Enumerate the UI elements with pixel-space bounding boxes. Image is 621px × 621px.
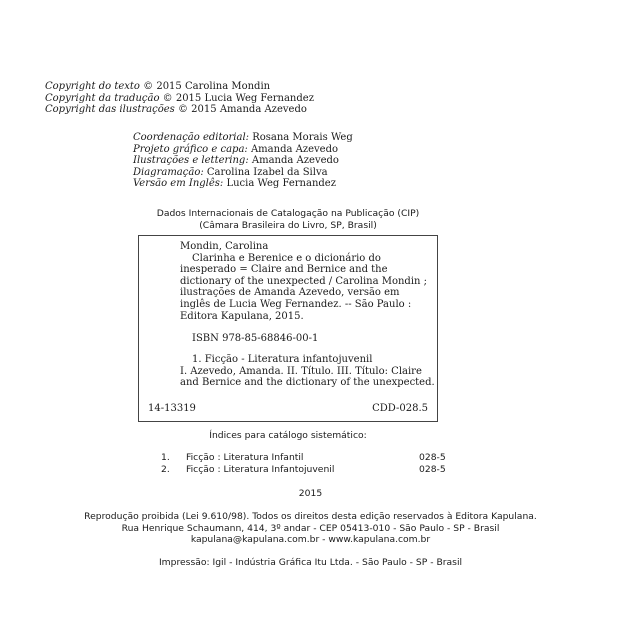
- cip-subjects: [180, 354, 435, 389]
- copyright-value: © 2015 Lucia Weg Fernandez: [159, 92, 314, 104]
- index-entry-code: 028-5: [419, 452, 446, 463]
- credit-value: Amanda Azevedo: [247, 143, 339, 155]
- index-entry-number: 2.: [161, 463, 170, 475]
- credit-value: Carolina Izabel da Silva: [203, 166, 328, 178]
- index-entry: [0, 452, 621, 464]
- legal-line: kapulana@kapulana.com.br - www.kapulana.com.br: [190, 534, 431, 546]
- cip-subject-line: 1. Ficção - Literatura infantojuvenil: [192, 354, 373, 365]
- copyright-block: [45, 81, 314, 116]
- credit-value: Rosana Morais Weg: [249, 132, 353, 143]
- index-entry-term: Ficção : Literatura Infantil: [186, 452, 304, 463]
- credits-block: [133, 132, 353, 190]
- copyright-line: [45, 93, 314, 105]
- credit-line: [133, 167, 353, 179]
- copyright-label: Copyright das ilustrações: [45, 104, 175, 116]
- credit-label: Ilustrações e lettering:: [133, 155, 249, 167]
- credit-line: [133, 178, 353, 190]
- credit-line: [133, 144, 353, 156]
- credit-value: Lucia Weg Fernandez: [223, 178, 336, 190]
- index-entry-code: 028-5: [419, 463, 446, 475]
- publication-year: 2015: [298, 488, 323, 499]
- copyright-label: Copyright do texto: [45, 81, 140, 92]
- credit-value: Amanda Azevedo: [248, 155, 339, 167]
- legal-line: Rua Henrique Schaumann, 414, 3º andar - CEP 05413-010 - São Paulo - SP - Brasil: [121, 522, 500, 534]
- index-entry-term: Ficção : Literatura Infantojuvenil: [186, 463, 335, 475]
- index-entry: [0, 464, 621, 476]
- cip-description: [180, 253, 427, 323]
- cip-heading-line-1: Dados Internacionais de Catalogação na Publicação (CIP): [156, 208, 420, 219]
- printing-info: Impressão: Igil - Indústria Gráfica Itu Ltda. - São Paulo - SP - Brasil: [158, 557, 463, 568]
- copyright-line: [45, 81, 314, 93]
- cip-description-line: inglês de Lucia Weg Fernandez. -- São Paulo :: [180, 298, 412, 310]
- copyright-label: Copyright da tradução: [45, 92, 160, 104]
- cip-subject-line: I. Azevedo, Amanda. II. Título. III. Título: Claire: [180, 365, 422, 377]
- cip-control-number: 14-13319: [148, 403, 196, 414]
- cip-description-line: Editora Kapulana, 2015.: [180, 310, 304, 322]
- copyright-value: © 2015 Amanda Azevedo: [174, 104, 307, 116]
- credit-label: Diagramação:: [133, 166, 204, 178]
- index-list: [0, 452, 621, 475]
- cip-description-line: dictionary of the unexpected / Carolina Mondin ;: [180, 275, 428, 287]
- cip-description-line: Clarinha e Berenice e o dicionário do: [192, 252, 381, 264]
- legal-block: [0, 511, 621, 546]
- cip-author: Mondin, Carolina: [180, 241, 269, 252]
- credit-line: [133, 132, 353, 144]
- cip-record-box: [138, 235, 438, 422]
- cip-heading: [138, 208, 438, 231]
- cip-isbn: ISBN 978-85-68846-00-1: [192, 333, 319, 344]
- legal-line: Reprodução proibida (Lei 9.610/98). Todos os direitos desta edição reservados à Editora Kapulana.: [84, 511, 537, 522]
- cip-cdd: CDD-028.5: [372, 403, 428, 414]
- cip-heading-line-2: (Câmara Brasileira do Livro, SP, Brasil): [199, 219, 377, 231]
- copyright-line: [45, 104, 314, 116]
- credit-line: [133, 155, 353, 167]
- copyright-value: © 2015 Carolina Mondin: [139, 81, 271, 92]
- cip-subject-line: and Bernice and the dictionary of the unexpected.: [180, 377, 435, 389]
- cip-description-line: inesperado = Claire and Bernice and the: [180, 264, 388, 276]
- credit-label: Versão em Inglês:: [133, 178, 224, 190]
- index-title: Índices para catálogo sistemático:: [209, 430, 367, 441]
- credit-label: Coordenação editorial:: [133, 132, 250, 143]
- index-entry-number: 1.: [161, 452, 170, 463]
- credit-label: Projeto gráfico e capa:: [133, 143, 248, 155]
- cip-description-line: ilustrações de Amanda Azevedo, versão em: [180, 287, 400, 299]
